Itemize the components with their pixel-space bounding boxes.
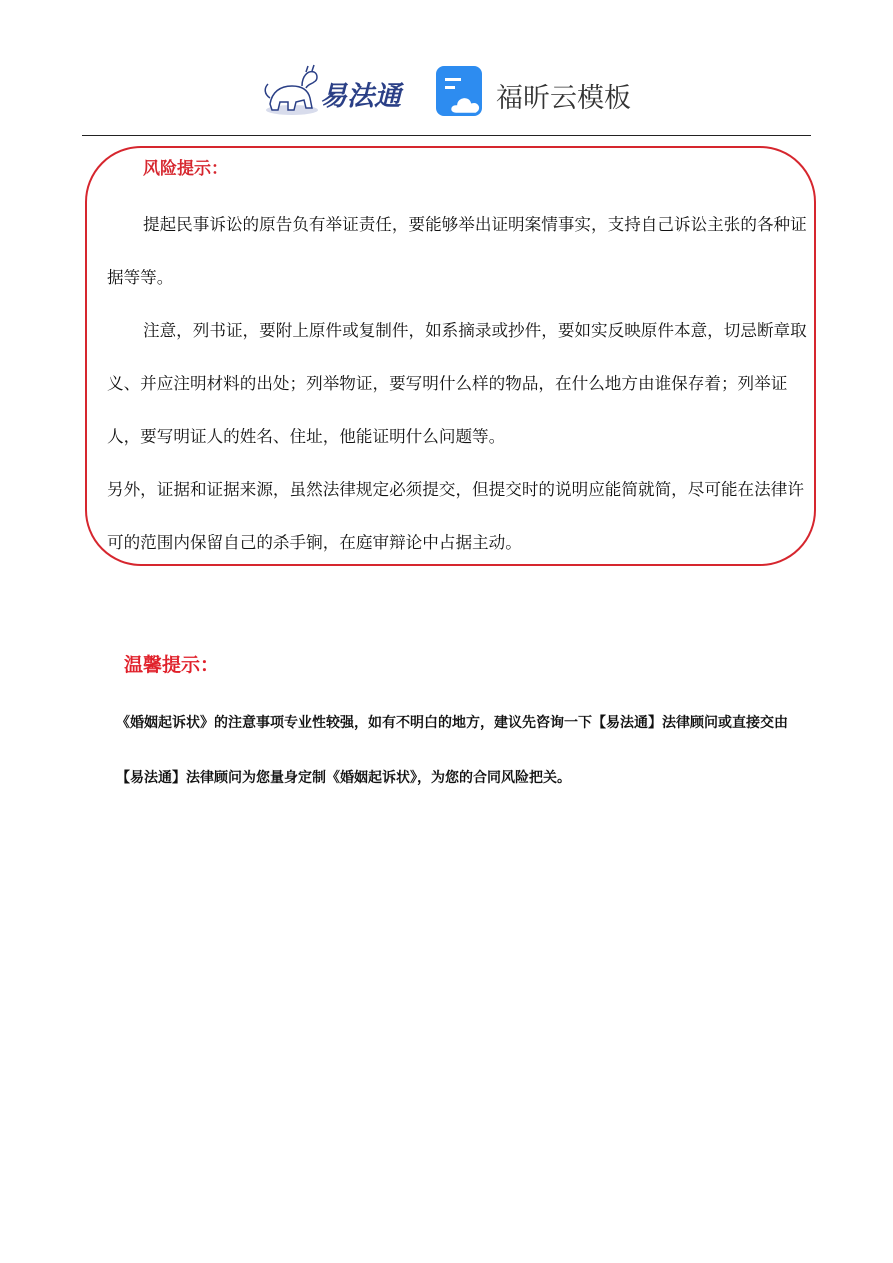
cloud-document-icon [436,66,488,118]
risk-paragraph: 注意，列书证，要附上原件或复制件，如系摘录或抄件，要如实反映原件本意，切忌断章取义、并应注明材料的出处；列举物证，要写明什么样的物品，在什么地方由谁保存着；列举证人，要写明证人的姓名、住址，他能证明什么问题等。 [107,321,807,446]
risk-notice-box [85,146,816,566]
warm-tip-title: 温馨提示： [124,654,220,676]
warm-tip-body [116,696,806,806]
foxit-template-logo-text: 福昕云模板 [496,83,631,114]
yifatong-logo [262,64,412,120]
risk-notice-title: 风险提示： [143,159,228,179]
yifatong-logo-text: 易法通 [320,81,401,112]
foxit-template-logo [436,66,636,118]
risk-notice-body [107,198,807,569]
qilin-icon [262,64,322,120]
risk-paragraph: 另外，证据和证据来源，虽然法律规定必须提交，但提交时的说明应能简就简，尽可能在法律许可的范围内保留自己的杀手锏，在庭审辩论中占据主动。 [107,480,804,552]
risk-paragraph: 提起民事诉讼的原告负有举证责任，要能够举出证明案情事实，支持自己诉讼主张的各种证据等等。 [107,215,807,287]
warm-tip-text: 《婚姻起诉状》的注意事项专业性较强，如有不明白的地方，建议先咨询一下【易法通】法律顾问或直接交由【易法通】法律顾问为您量身定制《婚姻起诉状》，为您的合同风险把关。 [116,715,788,786]
header-divider [82,135,811,136]
page-header [0,58,893,128]
